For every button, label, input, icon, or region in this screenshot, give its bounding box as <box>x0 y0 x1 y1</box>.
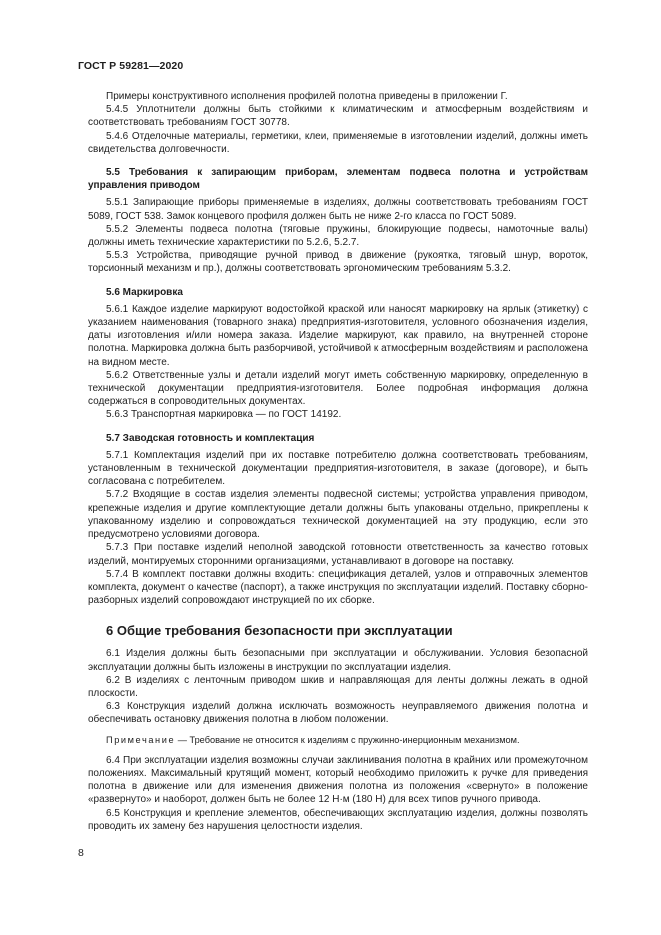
chapter-heading-6: 6 Общие требования безопасности при эксплуатации <box>106 623 453 639</box>
paragraph-5-4-6: 5.4.6 Отделочные материалы, герметики, клеи, применяемые в изготовлении изделий, должны иметь свидетельства долговечности. <box>88 130 588 155</box>
document-body <box>88 90 588 833</box>
paragraph-5-6-2: 5.6.2 Ответственные узлы и детали изделий могут иметь собственную маркировку, определенную в технической документации предприятия-изготовителя. Более подробная информация должна содержаться в сопроводительных документах. <box>88 369 588 408</box>
paragraph-5-7-3: 5.7.3 При поставке изделий неполной заводской готовности ответственность за качество готовых изделий, монтируемых сторонними организациями, устанавливают в договоре на поставку. <box>88 542 588 567</box>
paragraph-5-5-1: 5.5.1 Запирающие приборы применяемые в изделиях, должны соответствовать требованиям ГОСТ 5089, ГОСТ 538. Замок концевого профиля должен быть не ниже 2-го класса по ГОСТ 5089. <box>88 197 588 222</box>
section-heading-5-5: 5.5 Требования к запирающим приборам, элементам подвеса полотна и устройствам управления приводом <box>88 167 588 192</box>
paragraph-5-4-5: 5.4.5 Уплотнители должны быть стойкими к климатическим и атмосферным воздействиям и соответствовать требованиям ГОСТ 30778. <box>88 104 588 129</box>
page-number: 8 <box>78 847 84 859</box>
note <box>88 734 588 747</box>
document-code-header: ГОСТ Р 59281—2020 <box>78 60 184 72</box>
note-label: Примечание <box>106 734 176 745</box>
section-heading-5-7: 5.7 Заводская готовность и комплектация <box>106 432 315 444</box>
section-heading-5-6: 5.6 Маркировка <box>106 286 183 298</box>
paragraph-6-4: 6.4 При эксплуатации изделия возможны случаи заклинивания полотна в крайних или промежуточном положениях. Максимальный крутящий момент, который необходимо приложить к ручке для приведения полотна в движение или для изменения движения полотна из положения «свернуто» в положение «развернуто» и наоборот, должен быть не более 12 Н·м (180 Н) для всех типов ручного привода. <box>88 754 588 806</box>
paragraph-6-5: 6.5 Конструкция и крепление элементов, обеспечивающих эксплуатацию изделия, должны позволять проводить их замену без нарушения целостности изделия. <box>88 807 588 832</box>
paragraph-5-5-3: 5.5.3 Устройства, приводящие ручной привод в движение (рукоятка, тяговый шнур, вороток, торсионный механизм и пр.), должны соответствовать эргономическим требованиям 5.3.2. <box>88 250 588 275</box>
paragraph-6-2: 6.2 В изделиях с ленточным приводом шкив и направляющая для ленты должны лежать в одной плоскости. <box>88 674 588 699</box>
note-text: — Требование не относится к изделиям с пружинно-инерционным механизмом. <box>175 734 520 745</box>
paragraph-5-7-4: 5.7.4 В комплект поставки должны входить: спецификация деталей, узлов и отправочных элементов комплекта, документ о качестве (паспорт), а также инструкция по эксплуатации изделий. Поставку сборно-разборных изделий сопровождают инструкцией по их сборке. <box>88 568 588 607</box>
paragraph: Примеры конструктивного исполнения профилей полотна приведены в приложении Г. <box>106 91 508 102</box>
paragraph-5-6-1: 5.6.1 Каждое изделие маркируют водостойкой краской или наносят маркировку на ярлык (этикетку) с указанием наименования (товарного знака) предприятия-изготовителя, условного обозначения изделия, даты изготовления и/или номера заказа. Изделие маркируют, как правило, на внутренней стороне полотна. Маркировка должна быть разборчивой, устойчивой к атмосферным воздействиям и расположена на видном месте. <box>88 303 588 368</box>
paragraph-6-1: 6.1 Изделия должны быть безопасными при эксплуатации и обслуживании. Условия безопасной эксплуатации должны быть изложены в инструкции по эксплуатации изделия. <box>88 648 588 673</box>
paragraph-5-7-1: 5.7.1 Комплектация изделий при их поставке потребителю должна соответствовать требованиям, установленным в технической документации предприятия-изготовителя, в заказе (договоре), и быть согласована с потребителем. <box>88 449 588 488</box>
paragraph-6-3: 6.3 Конструкция изделий должна исключать возможность неуправляемого движения полотна и обеспечивать остановку движения полотна в любом положении. <box>88 701 588 726</box>
paragraph-5-5-2: 5.5.2 Элементы подвеса полотна (тяговые пружины, блокирующие подвесы, намоточные валы) должны иметь технические характеристики по 5.2.6, 5.2.7. <box>88 223 588 249</box>
paragraph-5-7-2: 5.7.2 Входящие в состав изделия элементы подвесной системы; устройства управления приводом, крепежные изделия и другие комплектующие детали должны быть упакованы отдельно, прикреплены к упакованному изделию и сопровождаться технической документацией на эту продукцию, если это предусмотрено условиями договора. <box>88 489 588 541</box>
paragraph-5-6-3: 5.6.3 Транспортная маркировка — по ГОСТ 14192. <box>106 409 342 421</box>
